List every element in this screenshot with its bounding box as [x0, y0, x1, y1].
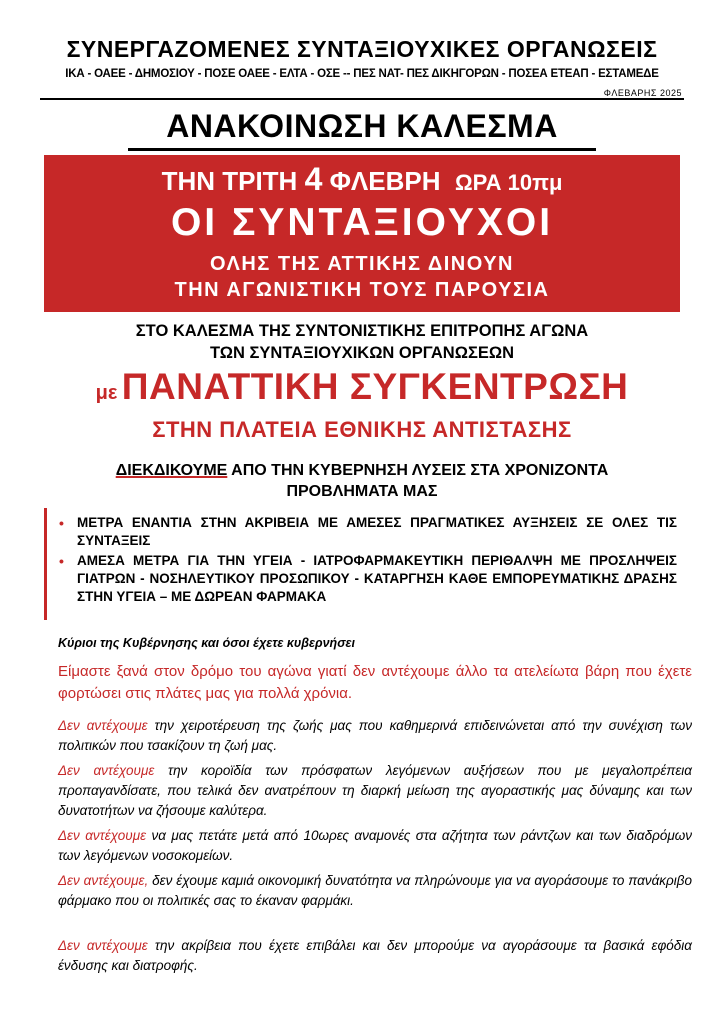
event-month: ΦΛΕΒΡΗ	[329, 166, 441, 196]
claims-line-2: ΠΡΟΒΛΗΜΑΤΑ ΜΑΣ	[286, 483, 438, 500]
letter-paragraph	[46, 871, 692, 911]
event-date-line	[44, 161, 680, 198]
letter-paragraph	[46, 716, 692, 756]
letter-intro: Είμαστε ξανά στον δρόμο του αγώνα γιατί δεν αντέχουμε άλλο τα ατελείωτα βάρη που έχετε φορτώσει στις πλάτες μας για πολλά χρόνια.	[58, 663, 692, 702]
claims-keyword: ΔΙΕΚΔΙΚΟΥΜΕ	[115, 462, 228, 479]
paragraph-text: την ακρίβεια που έχετε επιβάλει και δεν μπορούμε να αγοράσουμε τα βασικά εφόδια ένδυσης και διατροφής.	[58, 938, 692, 973]
demand-text: ΜΕΤΡΑ ΕΝΑΝΤΙΑ ΣΤΗΝ ΑΚΡΙΒΕΙΑ ΜΕ ΑΜΕΣΕΣ ΠΡΑΓΜΑΤΙΚΕΣ ΑΥΞΗΣΕΙΣ ΣΕ ΟΛΕΣ ΤΙΣ ΣΥΝΤΑΞΕΙΣ	[77, 515, 677, 548]
paragraph-lead: Δεν αντέχουμε	[58, 938, 148, 953]
event-subline-1: ΟΛΗΣ ΤΗΣ ΑΤΤΙΚΗΣ ΔΙΝΟΥΝ	[210, 253, 514, 275]
organization-list: ΙΚΑ - ΟΑΕΕ - ΔΗΜΟΣΙΟΥ - ΠΟΣΕ ΟΑΕΕ - ΕΛΤΑ - ΟΣΕ -- ΠΕΣ ΝΑΤ- ΠΕΣ ΔΙΚΗΓΟΡΩΝ - ΠΟΣΕΑ ΕΤΕΑΠ - ΕΣΤΑΜΕΔΕ	[65, 68, 659, 80]
organization-title: ΣΥΝΕΡΓΑΖΟΜΕΝΕΣ ΣΥΝΤΑΞΙΟΥΧΙΚΕΣ ΟΡΓΑΝΩΣΕΙΣ	[66, 36, 658, 62]
issue-date: ΦΛΕΒΑΡΗΣ 2025	[603, 88, 682, 98]
letter-paragraph	[46, 761, 692, 821]
paragraph-text: δεν έχουμε καμιά οικονομική δυνατότητα να πληρώνουμε για να αγοράσουμε το πανάκριβο φάρμακο που οι πολιτικές σας το έκαναν φαρμάκι.	[58, 873, 693, 908]
header-divider	[40, 98, 684, 100]
paragraph-text: την χειροτέρευση της ζωής μας που καθημερινά επιδεινώνεται από την συνέχιση των πολιτικών που τσακίζουν τη ζωή μας.	[58, 718, 692, 753]
paragraph-lead: Δεν αντέχουμε	[58, 763, 155, 778]
event-headline: ΟΙ ΣΥΝΤΑΞΙΟΥΧΟΙ	[170, 201, 554, 244]
bullet-icon: •	[59, 553, 64, 569]
event-subline-2: ΤΗΝ ΑΓΩΝΙΣΤΙΚΗ ΤΟΥΣ ΠΑΡΟΥΣΙΑ	[174, 279, 550, 301]
event-time: ΩΡΑ 10πμ	[454, 170, 563, 195]
paragraph-lead: Δεν αντέχουμε,	[58, 873, 149, 888]
letter-paragraph	[46, 936, 692, 976]
letter-paragraph	[46, 826, 692, 866]
gathering-main: ΠΑΝΑΤΤΙΚΗ ΣΥΓΚΕΝΤΡΩΣΗ	[121, 366, 629, 407]
event-banner	[44, 155, 680, 312]
letter-addressee: Κύριοι της Κυβέρνησης και όσοι έχετε κυβερνήσει	[58, 636, 355, 650]
demand-text: ΑΜΕΣΑ ΜΕΤΡΑ ΓΙΑ ΤΗΝ ΥΓΕΙΑ - ΙΑΤΡΟΦΑΡΜΑΚΕΥΤΙΚΗ ΠΕΡΙΘΑΛΨΗ ΜΕ ΠΡΟΣΛΗΨΕΙΣ ΓΙΑΤΡΩΝ - ΝΟΣΗΛΕΥΤΙΚΟΥ ΠΡΟΣΩΠΙΚΟΥ - ΚΑΤΑΡΓΗΣΗ ΚΑΘΕ ΕΜΠΟΡΕΥΜΑΤΙΚΗΣ ΔΡΑΣΗΣ ΣΤΗΝ ΥΓΕΙΑ – ΜΕ ΔΩΡΕΑΝ ΦΑΡΜΑΚΑ	[77, 553, 677, 604]
paragraph-lead: Δεν αντέχουμε	[58, 828, 147, 843]
event-day: ΤΗΝ ΤΡΙΤΗ	[161, 166, 298, 196]
bullet-icon: •	[59, 515, 64, 531]
announcement-underline	[128, 148, 596, 151]
gathering-prefix: με	[95, 382, 118, 404]
gathering-place: ΣΤΗΝ ΠΛΑΤΕΙΑ ΕΘΝΙΚΗΣ ΑΝΤΙΣΤΑΣΗΣ	[152, 417, 572, 442]
announcement-title: ΑΝΑΚΟΙΝΩΣΗ ΚΑΛΕΣΜΑ	[166, 108, 558, 144]
paragraph-text: να μας πετάτε μετά από 10ωρες αναμονές στα αζήτητα των ράντζων και των διαδρόμων των λεγόμενων νοσοκομείων.	[58, 828, 692, 863]
event-day-number: 4	[304, 161, 323, 197]
call-line-1: ΣΤΟ ΚΑΛΕΣΜΑ ΤΗΣ ΣΥΝΤΟΝΙΣΤΙΚΗΣ ΕΠΙΤΡΟΠΗΣ ΑΓΩΝΑ	[135, 322, 589, 340]
claims-line-1	[40, 462, 684, 480]
demands-list	[44, 508, 683, 620]
call-line-2: ΤΩΝ ΣΥΝΤΑΞΙΟΥΧΙΚΩΝ ΟΡΓΑΝΩΣΕΩΝ	[210, 344, 514, 362]
claims-rest: ΑΠΟ ΤΗΝ ΚΥΒΕΡΝΗΣΗ ΛΥΣΕΙΣ ΣΤΑ ΧΡΟΝΙΖΟΝΤΑ	[227, 462, 609, 479]
gathering-heading	[40, 366, 684, 408]
paragraph-lead: Δεν αντέχουμε	[58, 718, 148, 733]
paragraph-text: την κοροϊδία των πρόσφατων λεγόμενων αυξήσεων που με μεγαλοπρέπεια προπαγανδίσατε, που τελικά δεν ανατρέπουν τη διαρκή μείωση της αγοραστικής μας δύναμης και των δυνατοτήτων να ζήσουμε καλύτερα.	[58, 763, 692, 818]
